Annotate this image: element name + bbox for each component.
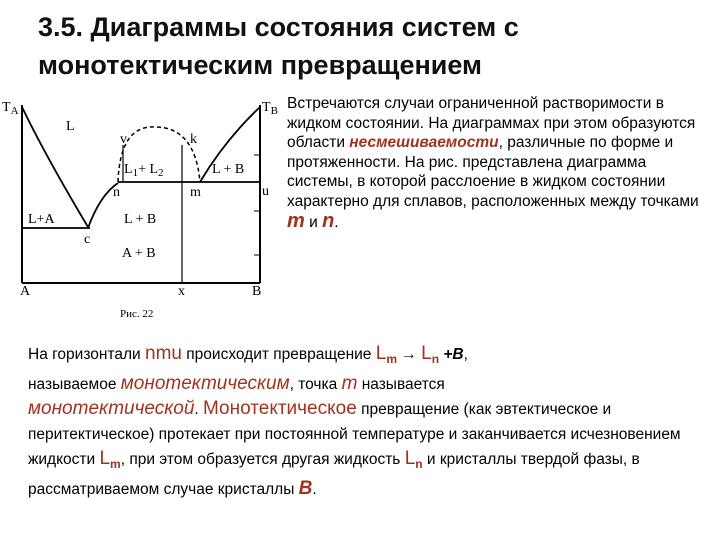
label-l-plus-b: L + B (124, 212, 157, 227)
bt-m: m (341, 372, 358, 394)
right-text-part-1: Встречаются случаи ограниченной растворимости в жидком состоянии. На диаграммах при этом образуются области (287, 95, 696, 152)
title-line-2: монотектическим превращением (38, 50, 483, 80)
bt-nmu: nmu (145, 343, 182, 364)
bt-arrow: → (396, 346, 422, 363)
label-l-plus-a: L+A (28, 212, 55, 227)
bt-s6: называется (357, 375, 445, 393)
right-text-part-2: , различные по форме и протяженности. На рис. представлена диаграмма системы, в которой расслоение в жидком состоянии характерно для сплавов, расположенных между точками (287, 134, 699, 210)
page-title (38, 8, 678, 84)
title-line-1: 3.5. Диаграммы состояния систем с (38, 12, 519, 42)
label-a: A (20, 284, 31, 299)
liquidus-a (22, 107, 88, 227)
phase-diagram-svg (0, 95, 285, 330)
point-n: n (322, 209, 335, 232)
bt-s7: . (194, 401, 204, 418)
bt-lm2: $L_m$ (99, 448, 121, 471)
label-b: B (252, 284, 262, 299)
label-a-plus-b: A + B (122, 246, 156, 261)
label-l1-l2: $L_1+ L_2$ (124, 162, 164, 179)
bt-s1: На горизонтали (28, 346, 145, 363)
bt-s2: происходит превращение (181, 346, 376, 363)
bt-s11: . (312, 480, 317, 498)
bt-s10: и кристаллы твердой фазы, в рассматриваемом случае кристаллы (28, 451, 640, 498)
term-immiscibility: несмешиваемости (349, 134, 499, 152)
label-c: c (84, 232, 91, 247)
label-v: v (120, 132, 127, 147)
bt-s9: , при этом образуется другая жидкость (120, 451, 405, 468)
label-tb: $T_B$ (262, 100, 278, 117)
label-l-plus-b-top: L + B (212, 162, 245, 177)
term-monotectic-1: монотектическим (120, 372, 290, 394)
right-text-end: . (334, 213, 339, 231)
label-u: u (262, 184, 269, 199)
bottom-paragraph (28, 342, 708, 502)
right-text-and: и (304, 213, 323, 231)
bt-b: B (298, 477, 313, 499)
figure-caption: Рис. 22 (120, 308, 154, 320)
label-l: L (66, 119, 75, 134)
bt-ln: $L_n$ (421, 343, 440, 366)
label-n: n (113, 185, 120, 200)
label-x: x (178, 284, 185, 299)
phase-diagram (0, 95, 285, 330)
right-paragraph (287, 94, 702, 232)
label-ta: $T_A$ (2, 100, 19, 117)
bt-ln2: $L_n$ (404, 448, 423, 471)
term-monotectic-2: монотектической (28, 398, 195, 419)
label-k: k (190, 132, 197, 147)
bt-s8: превращение (как эвтектическое и перитектическое) протекает при постоянной температуре и заканчивается исчезновением жидкости (28, 401, 681, 468)
bt-lm: $L_m$ (375, 343, 397, 366)
bt-s5: , точка (289, 375, 342, 393)
bt-plus-b: +B (439, 346, 464, 363)
bt-s3: , (463, 346, 468, 363)
label-m: m (190, 185, 201, 200)
point-m: m (287, 209, 305, 232)
bt-s4: называемое (28, 375, 121, 393)
term-monotectic-3: Монотектическое (203, 398, 357, 419)
